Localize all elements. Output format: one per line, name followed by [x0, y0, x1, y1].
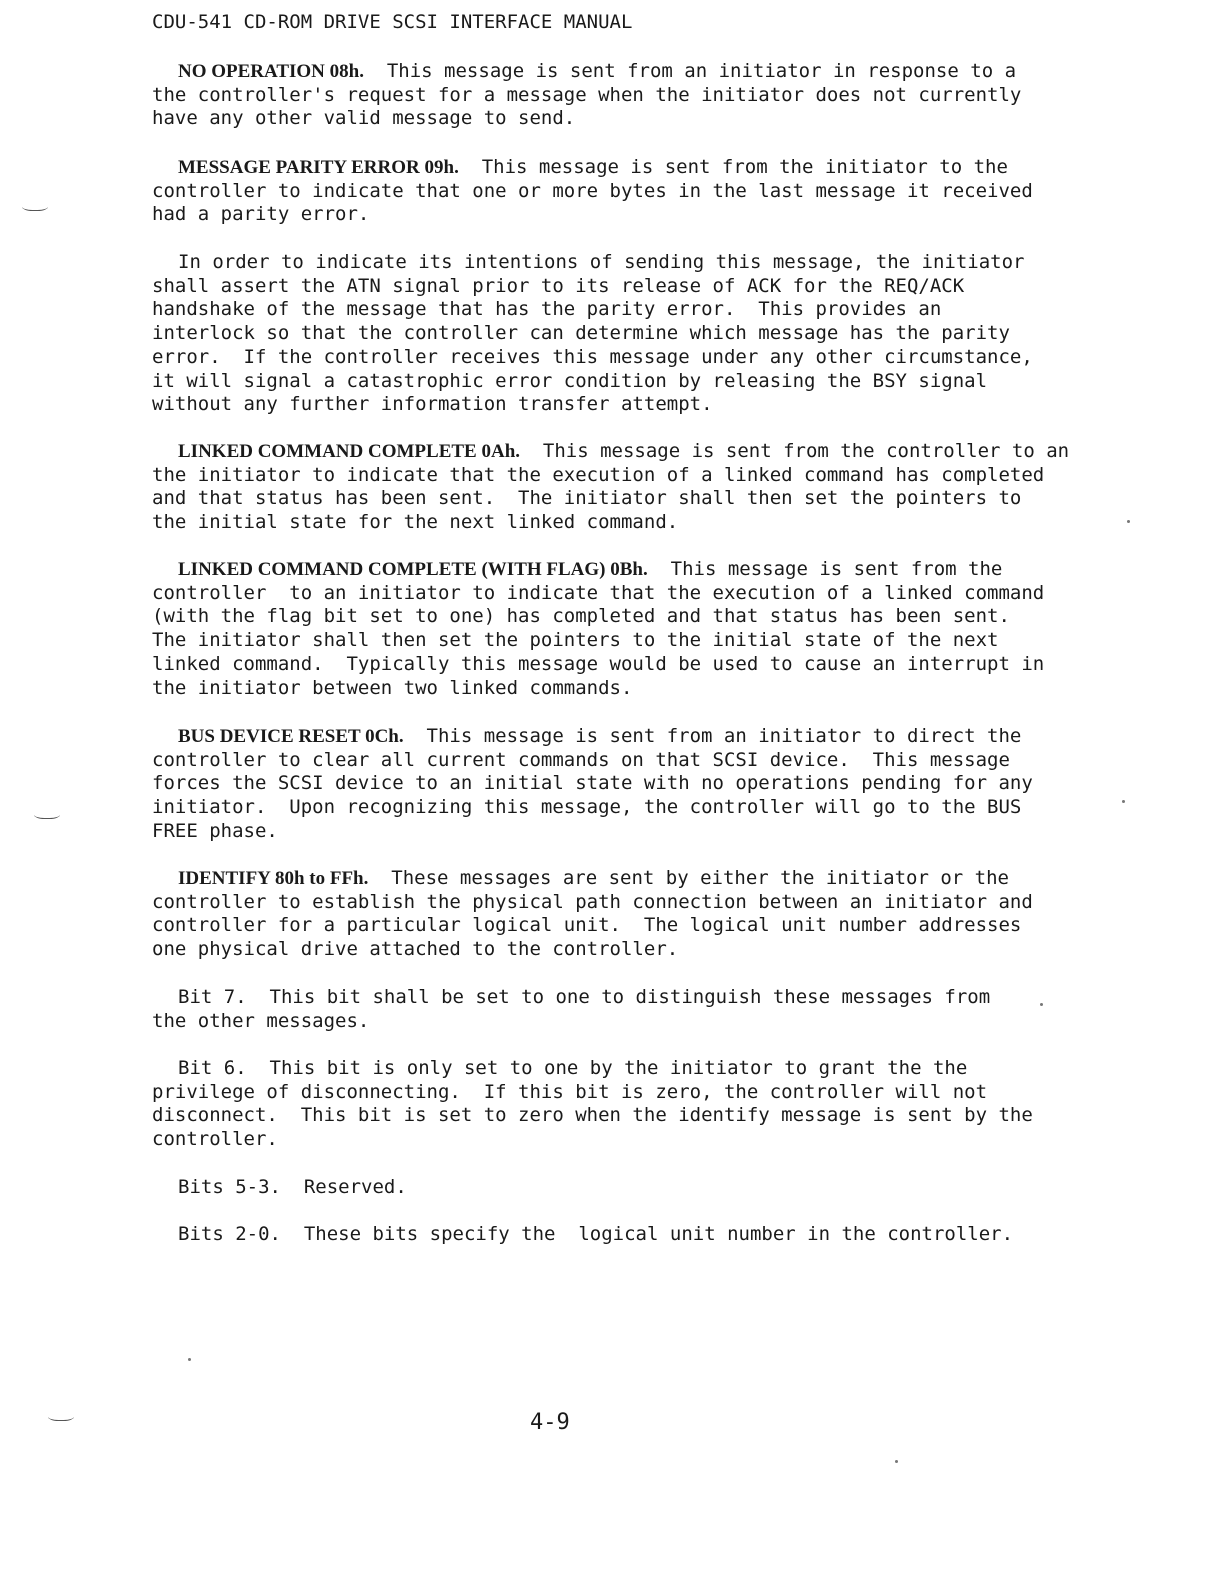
line-text: it will signal a catastrophic error condition by releasing the BSY signal [152, 369, 988, 392]
line-text: This message is sent from the [647, 558, 1003, 580]
line-text: the initiator to indicate that the execution of a linked command has completed [152, 463, 1045, 486]
line-text: (with the flag bit set to one) has completed and that status has been sent. [152, 605, 1010, 628]
scan-dot [1127, 520, 1130, 523]
line-text: controller to an initiator to indicate that the execution of a linked command [152, 581, 1045, 604]
paragraph-no-operation [152, 60, 1092, 131]
text-line [152, 914, 1092, 938]
line-text: shall assert the ATN signal prior to its release of ACK for the REQ/ACK [152, 274, 965, 297]
paragraph-parity-error-details [152, 251, 1092, 417]
line-text: controller for a particular logical unit. The logical unit number addresses [152, 914, 1022, 937]
text-line [152, 653, 1092, 677]
text-line [152, 251, 1092, 275]
line-text: and that status has been sent. The initiator shall then set the pointers to [152, 487, 1022, 510]
text-line [152, 322, 1092, 346]
text-line [152, 772, 1092, 796]
line-text: FREE phase. [152, 819, 278, 842]
paragraph-linked-command-complete-flag [152, 558, 1092, 700]
text-line [152, 725, 1092, 749]
line-text: initiator. Upon recognizing this message, the controller will go to the BUS [152, 796, 1022, 819]
text-line [152, 1057, 1092, 1081]
text-line [152, 346, 1092, 370]
line-text: without any further information transfer attempt. [152, 393, 713, 416]
text-line [152, 986, 1092, 1010]
message-term: NO OPERATION 08h. [178, 61, 364, 82]
text-line [152, 298, 1092, 322]
text-line [152, 1223, 1092, 1247]
line-text: handshake of the message that has the parity error. This provides an [152, 298, 942, 321]
text-line [152, 393, 1092, 417]
text-line [152, 156, 1092, 180]
paragraph-message-parity-error [152, 156, 1092, 227]
line-text: the other messages. [152, 1009, 370, 1032]
line-text: error. If the controller receives this message under any other circumstance, [152, 345, 1033, 368]
line-text: interlock so that the controller can determine which message has the parity [152, 322, 1010, 345]
scan-mark [34, 808, 60, 819]
line-text: Bits 2-0. These bits specify the logical unit number in the controller. [178, 1223, 1014, 1245]
line-text: the initial state for the next linked command. [152, 511, 679, 534]
paragraph-bit-6 [152, 1057, 1092, 1152]
text-line [152, 629, 1092, 653]
paragraph-bit-7 [152, 986, 1092, 1033]
text-line [152, 1104, 1092, 1128]
text-line [152, 938, 1092, 962]
line-text: the controller's request for a message when the initiator does not currently [152, 83, 1022, 106]
text-line [152, 1176, 1092, 1200]
scan-dot [895, 1460, 898, 1463]
scan-mark [22, 200, 48, 211]
text-line [152, 84, 1092, 108]
paragraph-linked-command-complete [152, 440, 1092, 535]
line-text: In order to indicate its intentions of sending this message, the initiator [178, 251, 1025, 273]
scan-mark [48, 1410, 74, 1421]
message-term: LINKED COMMAND COMPLETE (WITH FLAG) 0Bh. [178, 559, 648, 580]
scan-dot [1122, 800, 1125, 803]
line-text: controller to clear all current commands on that SCSI device. This message [152, 748, 1010, 771]
page-number: 4-9 [530, 1410, 570, 1435]
paragraph-bits-2-0 [152, 1223, 1092, 1247]
text-line [152, 605, 1092, 629]
text-line [152, 582, 1092, 606]
text-line [152, 107, 1092, 131]
scan-dot [188, 1358, 191, 1361]
message-term: LINKED COMMAND COMPLETE 0Ah. [178, 441, 521, 462]
text-line [152, 511, 1092, 535]
line-text: These messages are sent by either the initiator or the [368, 867, 1009, 889]
text-line [152, 180, 1092, 204]
paragraph-bits-5-3 [152, 1176, 1092, 1200]
message-term: IDENTIFY 80h to FFh. [178, 868, 369, 889]
scan-dot [1040, 1003, 1043, 1006]
text-line [152, 275, 1092, 299]
text-line [152, 464, 1092, 488]
text-line [152, 558, 1092, 582]
line-text: Bit 7. This bit shall be set to one to distinguish these messages from [178, 986, 991, 1008]
line-text: Bit 6. This bit is only set to one by the initiator to grant the the [178, 1057, 968, 1079]
text-line [152, 867, 1092, 891]
text-line [152, 203, 1092, 227]
line-text: linked command. Typically this message would be used to cause an interrupt in [152, 652, 1045, 675]
paragraph-identify [152, 867, 1092, 962]
text-line [152, 60, 1092, 84]
paragraph-bus-device-reset [152, 725, 1092, 844]
text-line [152, 487, 1092, 511]
line-text: have any other valid message to send. [152, 107, 576, 130]
text-line [152, 820, 1092, 844]
line-text: This message is sent from the controller to an [520, 440, 1070, 462]
line-text: This message is sent from an initiator in response to a [363, 60, 1017, 82]
text-line [152, 749, 1092, 773]
text-line [152, 891, 1092, 915]
line-text: disconnect. This bit is set to zero when the identify message is sent by the [152, 1104, 1033, 1127]
text-line [152, 1010, 1092, 1034]
line-text: The initiator shall then set the pointers to the initial state of the next [152, 629, 999, 652]
text-line [152, 370, 1092, 394]
line-text: Bits 5-3. Reserved. [178, 1176, 407, 1198]
line-text: had a parity error. [152, 203, 370, 226]
text-line [152, 440, 1092, 464]
line-text: controller. [152, 1128, 278, 1151]
line-text: controller to establish the physical path connection between an initiator and [152, 890, 1033, 913]
line-text: one physical drive attached to the controller. [152, 938, 679, 961]
page-header: CDU-541 CD-ROM DRIVE SCSI INTERFACE MANUAL [152, 11, 633, 33]
line-text: forces the SCSI device to an initial state with no operations pending for any [152, 772, 1033, 795]
line-text: This message is sent from the initiator to the [458, 156, 1008, 178]
text-line [152, 1081, 1092, 1105]
message-term: MESSAGE PARITY ERROR 09h. [178, 157, 459, 178]
line-text: controller to indicate that one or more bytes in the last message it received [152, 179, 1033, 202]
line-text: the initiator between two linked commands. [152, 676, 633, 699]
message-term: BUS DEVICE RESET 0Ch. [178, 726, 404, 747]
line-text: privilege of disconnecting. If this bit is zero, the controller will not [152, 1080, 988, 1103]
line-text: This message is sent from an initiator to direct the [403, 725, 1022, 747]
text-line [152, 677, 1092, 701]
text-line [152, 796, 1092, 820]
text-line [152, 1128, 1092, 1152]
